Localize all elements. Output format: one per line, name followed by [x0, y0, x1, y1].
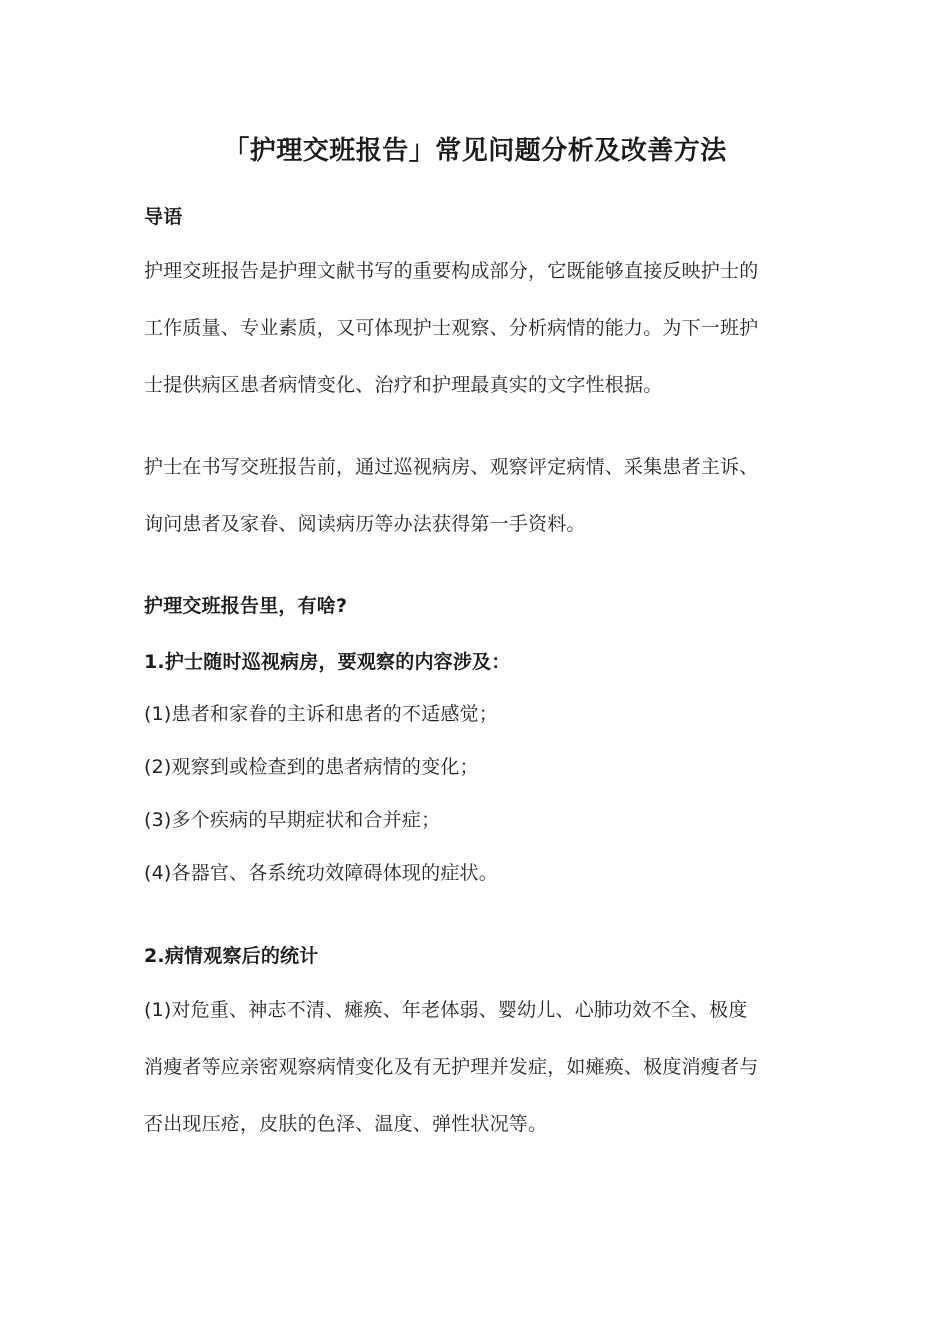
paragraph-line: 护士在书写交班报告前，通过巡视病房、观察评定病情、采集患者主诉、 — [144, 456, 759, 478]
subsection-heading: 2.病情观察后的统计 — [144, 945, 319, 967]
paragraph-line: 询问患者及家眷、阅读病历等办法获得第一手资料。 — [144, 513, 586, 535]
paragraph-line: 护理交班报告是护理文献书写的重要构成部分，它既能够直接反映护士的 — [144, 260, 759, 282]
intro-heading: 导语 — [144, 206, 183, 228]
document-title: 「护理交班报告」常见问题分析及改善方法 — [223, 136, 727, 166]
list-item: (3)多个疾病的早期症状和合并症； — [144, 809, 441, 831]
section-heading: 护理交班报告里，有啥? — [144, 595, 348, 617]
list-item-line: 否出现压疮，皮肤的色泽、温度、弹性状况等。 — [144, 1113, 548, 1135]
list-item-line: 消瘦者等应亲密观察病情变化及有无护理并发症，如瘫痪、极度消瘦者与 — [144, 1056, 759, 1078]
list-item: (2)观察到或检查到的患者病情的变化； — [144, 756, 479, 778]
subsection-heading: 1.护士随时巡视病房，要观察的内容涉及： — [144, 651, 511, 673]
paragraph-line: 士提供病区患者病情变化、治疗和护理最真实的文字性根据。 — [144, 374, 663, 396]
list-item: (4)各器官、各系统功效障碍体现的症状。 — [144, 862, 498, 884]
list-item-line: (1)对危重、神志不清、瘫痪、年老体弱、婴幼儿、心肺功效不全、极度 — [144, 999, 748, 1021]
list-item: (1)患者和家眷的主诉和患者的不适感觉； — [144, 703, 498, 725]
paragraph-line: 工作质量、专业素质，又可体现护士观察、分析病情的能力。为下一班护 — [144, 317, 759, 339]
